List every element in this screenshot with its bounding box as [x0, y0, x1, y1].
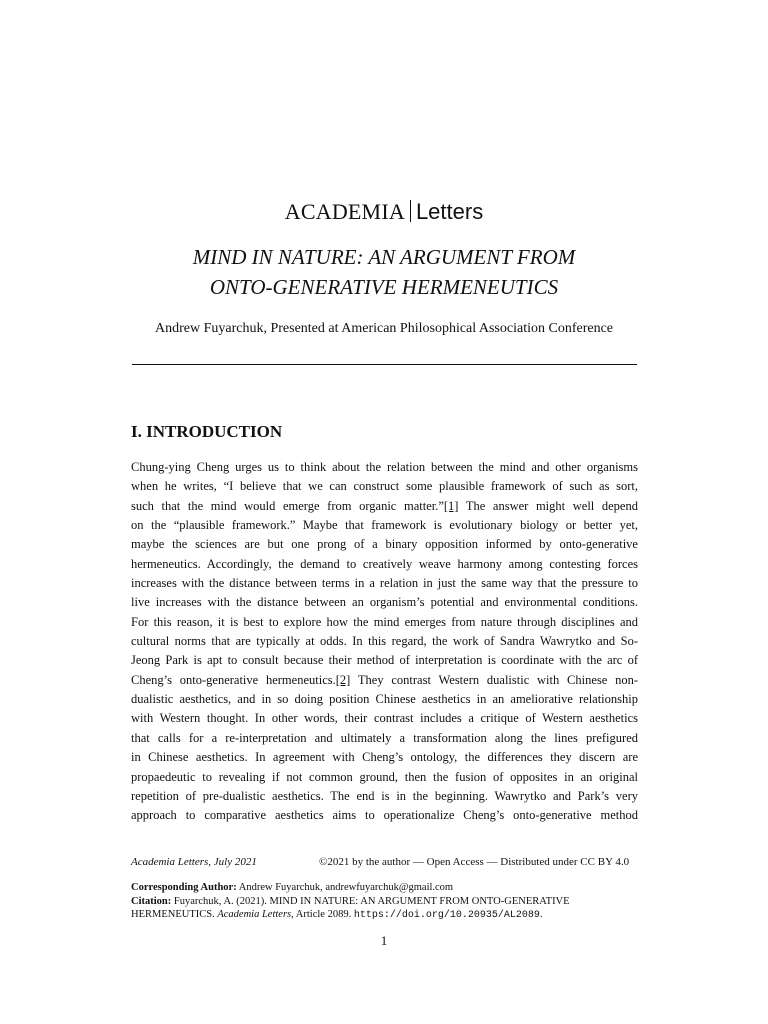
logo-divider — [410, 200, 411, 222]
body-text — [131, 458, 638, 826]
body-line: maybe the sciences are but one prong of a binary opposition informed by onto-generative — [131, 537, 638, 552]
body-line-text: They contrast Western dualistic with Chinese non- — [350, 672, 638, 687]
body-line-text: The answer might well depend — [458, 498, 638, 513]
body-line: cultural norms that are typically at odds. In this regard, the work of Sandra Wawrytko and So- — [131, 634, 638, 649]
body-line: repetition of pre-dualistic aesthetics. The end is in the beginning. Wawrytko and Park’s very — [131, 788, 638, 803]
body-line: with Western thought. In other words, their contrast includes a critique of Western aesthetics — [131, 711, 638, 726]
title-line-1: MIND IN NATURE: AN ARGUMENT FROM — [192, 245, 576, 269]
title-line-2: ONTO-GENERATIVE HERMENEUTICS — [209, 275, 559, 299]
corr-value: Andrew Fuyarchuk, andrewfuyarchuk@gmail.com — [238, 882, 454, 893]
body-line: Chung-ying Cheng urges us to think about the relation between the mind and other organisms — [131, 460, 638, 474]
journal-date: Academia Letters, July 2021 — [131, 856, 257, 868]
cite-value-2a: HERMENEUTICS. — [131, 909, 215, 920]
body-line: live increases with the distance between an organism’s potential and environmental conditions. — [131, 595, 638, 610]
cite-value-2b: , Article 2089. — [291, 909, 352, 920]
author-byline: Andrew Fuyarchuk, Presented at American Philosophical Association Conference — [155, 321, 613, 336]
footnote-link-2[interactable]: [2] — [335, 672, 351, 687]
body-line: dualistic aesthetics, and in so doing position Chinese aesthetics in an ameliorative relationship — [131, 692, 638, 707]
footnote-link-1[interactable]: [1] — [443, 498, 459, 513]
logo-sub: Letters — [415, 199, 484, 224]
cite-journal: Academia Letters — [217, 909, 292, 920]
body-line: approach to comparative aesthetics aims to operationalize Cheng’s onto-generative method — [131, 808, 638, 823]
body-line — [131, 671, 638, 690]
cite-label: Citation: — [131, 895, 172, 907]
license-notice: ©2021 by the author — Open Access — Distributed under CC BY 4.0 — [319, 856, 630, 868]
body-line — [131, 497, 638, 516]
body-line: on the “plausible framework.” Maybe that framework is evolutionary biology or better yet, — [131, 518, 638, 533]
doi-end: . — [539, 909, 543, 920]
paper-title — [0, 242, 768, 302]
body-line-text: Cheng’s onto-generative hermeneutics. — [131, 672, 336, 687]
section-heading: I. INTRODUCTION — [131, 422, 283, 441]
body-line: in Chinese aesthetics. In agreement with Cheng’s ontology, the differences they discern are — [131, 750, 638, 765]
body-line: increases with the distance between terms in a relation in just the same way that the pressure to — [131, 576, 638, 591]
body-line: hermeneutics. Accordingly, the demand to creatively weave harmony among contesting forces — [131, 556, 638, 571]
corr-label: Corresponding Author: — [131, 882, 237, 893]
body-line: propaedeutic to revealing if not common ground, then the fusion of opposites in an original — [131, 769, 638, 784]
academia-letters-logo — [0, 198, 768, 226]
body-line: that calls for a re-interpretation and ultimately a transformation along the lines prefigured — [131, 730, 638, 745]
body-line: Jeong Park is apt to consult because their method of interpretation is coordinate with the arc of — [131, 653, 638, 668]
body-line: For this reason, it is best to explore how the mind emerges from nature through disciplines and — [131, 614, 638, 629]
cite-value-1: Fuyarchuk, A. (2021). MIND IN NATURE: AN ARGUMENT FROM ONTO-GENERATIVE — [173, 895, 570, 907]
page-number: 1 — [380, 933, 388, 948]
body-line-text: such that the mind would emerge from organic matter.” — [131, 498, 444, 513]
citation-line-1 — [131, 895, 638, 909]
logo-brand: ACADEMIA — [284, 199, 405, 224]
citation-block — [131, 881, 638, 923]
body-line: when he writes, “I believe that we can construct some plausible framework of such as sort, — [131, 479, 638, 494]
doi-link[interactable]: https://doi.org/10.20935/AL2089 — [353, 910, 540, 921]
title-divider — [132, 364, 637, 365]
citation-line-2 — [131, 908, 638, 923]
corresponding-author — [131, 881, 638, 895]
